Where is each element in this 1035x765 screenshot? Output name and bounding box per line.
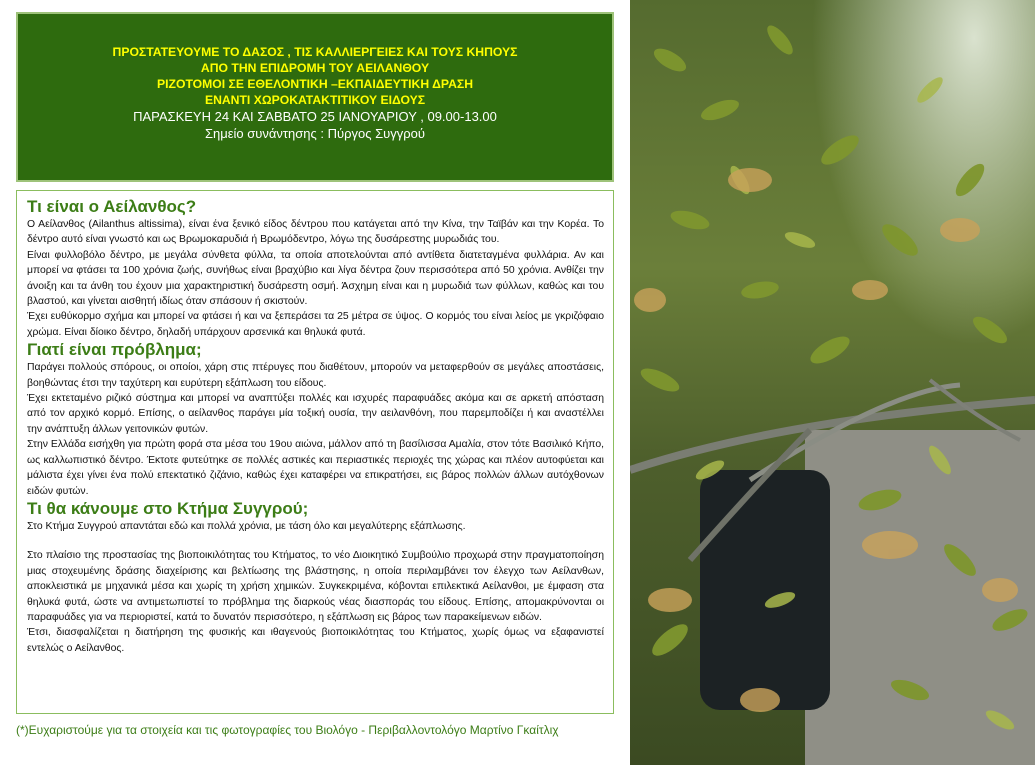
paragraph: Παράγει πολλούς σπόρους, οι οποίοι, χάρη στις πτέρυγες που διαθέτουν, μπορούν να μεταφερθούν σε μεγάλες αποστάσεις, βοηθώντας έτσι την ταχύτερη και ευρύτερη εξάπλωση του είδους.: [27, 362, 604, 389]
banner-line-1: ΠΡΟΣΤΑΤΕΥΟΥΜΕ ΤΟ ΔΑΣΟΣ , ΤΙΣ ΚΑΛΛΙΕΡΓΕΙΕΣ ΚΑΙ ΤΟΥΣ ΚΗΠΟΥΣ: [112, 45, 518, 59]
banner-line-4: ΕΝΑΝΤΙ ΧΩΡΟΚΑΤΑΚΤΙΤΙΚΟΥ ΕΙΔΟΥΣ: [204, 93, 426, 107]
ailanthus-tree-photo: [630, 0, 1035, 765]
banner-line-2: ΑΠΟ ΤΗΝ ΕΠΙΔΡΟΜΗ ΤΟΥ ΑΕΙΛΑΝΘΟΥ: [200, 61, 430, 75]
section-heading-problem: Γιατί είναι πρόβλημα;: [27, 340, 202, 360]
paragraph: Έχει εκτεταμένο ριζικό σύστημα και μπορεί να αναπτύξει πολλές και ισχυρές παραφυάδες ακόμα και σε αρκετή απόσταση από τον αρχικό κορμό. Επίσης, ο αείλανθος παράγει μία τοξική ουσία, την αειλανθόνη, που παρεμποδίζει ή και αναστέλλει την ανάπτυξη άλλων γειτονικών φυτών.: [27, 393, 604, 435]
event-banner: [16, 12, 614, 182]
paragraph: Ο Αείλανθος (Ailanthus altissima), είναι ένα ξενικό είδος δέντρου που κατάγεται από την Κίνα, την Ταϊβάν και την Κορέα. Το δέντρο αυτό είναι γνωστό και ως Βρωμοκαρυδιά ή Βρωμόδεντρο, λόγω της δυσάρεστης μυρωδιάς του.: [27, 219, 604, 246]
section-heading-action: Τι θα κάνουμε στο Κτήμα Συγγρού;: [27, 498, 309, 518]
paragraph: Έτσι, διασφαλίζεται η διατήρηση της φυσικής και ιθαγενούς βιοποικιλότητας του Κτήματος, χωρίς όμως να εξαφανιστεί εντελώς ο Αείλανθος.: [27, 627, 604, 654]
paragraph: Είναι φυλλοβόλο δέντρο, με μεγάλα σύνθετα φύλλα, τα οποία αποτελούνται από αντίθετα διατεταγμένα φυλλάρια. Αν και μπορεί να φτάσει τα 100 χρόνια ζωής, συνήθως είναι βραχύβιο και λίγα δέντρα ζουν περισσότερα από 50 χρόνια. Ανθίζει την άνοιξη και τα άνθη του έχουν μια χαρακτηριστική δυσάρεστη οσμή. Άσχημη είναι και η μυρωδιά των φύλλων, καθώς και του βλαστού, και γίνεται αισθητή ιδίως όταν σπάσουν ή σκιστούν.: [27, 249, 604, 308]
paragraph: Στην Ελλάδα εισήχθη για πρώτη φορά στα μέσα του 19ου αιώνα, μάλλον από τη βασίλισσα Αμαλία, στον τότε Βασιλικό Κήπο, ως καλλωπιστικό δέντρο. Έκτοτε φυτεύτηκε σε πολλές αστικές και περιαστικές περιοχές της χώρας και πλέον αυτοφύεται και μάλιστα έχει γίνει ένα πολύ επεκτατικό ζιζάνιο, καθώς έχει καταφέρει να επικρατήσει, εις βάρος πολλών άλλων αυτόχθονων ειδών φυτών.: [27, 439, 604, 497]
tree-photo-image: [630, 0, 1035, 765]
paragraph: Στο Κτήμα Συγγρού απαντάται εδώ και πολλά χρόνια, με τάση όλο και μεγαλύτερης εξάπλωσης.: [27, 520, 466, 532]
article-box: [16, 190, 614, 714]
paragraph: Στο πλαίσιο της προστασίας της βιοποικιλότητας του Κτήματος, το νέο Διοικητικό Συμβούλιο προχωρά στην πραγματοποίηση μιας στοχευμένης δράσης διαχείρισης και βελτίωσης της βλάστησης, η οποία περιλαμβάνει τον έλεγχο των Αείλανθων, αποκλειστικά με μηχανικά μέσα και χωρίς τη χρήση χημικών. Συγκεκριμένα, κόβονται επιλεκτικά Αείλανθοι, με έμφαση στα θηλυκά φυτά, ώστε να αντιμετωπιστεί το πρόβλημα της διαρκούς νέας διασποράς του είδους. Επίσης, απομακρύνονται οι παραφυάδες για να περιοριστεί, κατά το δυνατόν περισσότερο, η εξάπλωση εις βάρος των παρακείμενων ειδών.: [27, 550, 604, 623]
paragraph: Έχει ευθύκορμο σχήμα και μπορεί να φτάσει ή και να ξεπεράσει τα 25 μέτρα σε ύψος. Ο κορμός του είναι λείος με γκριζόφαιο χρώμα. Είναι δίοικο δέντρο, δηλαδή υπάρχουν αρσενικά και θηλυκά φυτά.: [27, 311, 604, 338]
credits-note: (*)Ευχαριστούμε για τα στοιχεία και τις φωτογραφίες του Βιολόγο - Περιβαλλοντολόγο Μαρτίνο Γκαίτλιχ: [16, 723, 559, 737]
spacer: [27, 534, 604, 548]
banner-line-3: ΡΙΖΟΤΟΜΟΙ ΣΕ ΕΘΕΛΟΝΤΙΚΗ –ΕΚΠΑΙΔΕΥΤΙΚΗ ΔΡΑΣΗ: [157, 77, 473, 91]
banner-date: ΠΑΡΑΣΚΕΥΗ 24 ΚΑΙ ΣΑΒΒΑΤΟ 25 ΙΑΝΟΥΑΡΙΟΥ , 09.00-13.00: [133, 109, 497, 124]
banner-meeting-point: Σημείο συνάντησης : Πύργος Συγγρού: [204, 126, 426, 141]
section-heading-what-is: Τι είναι ο Αείλανθος?: [27, 197, 197, 216]
